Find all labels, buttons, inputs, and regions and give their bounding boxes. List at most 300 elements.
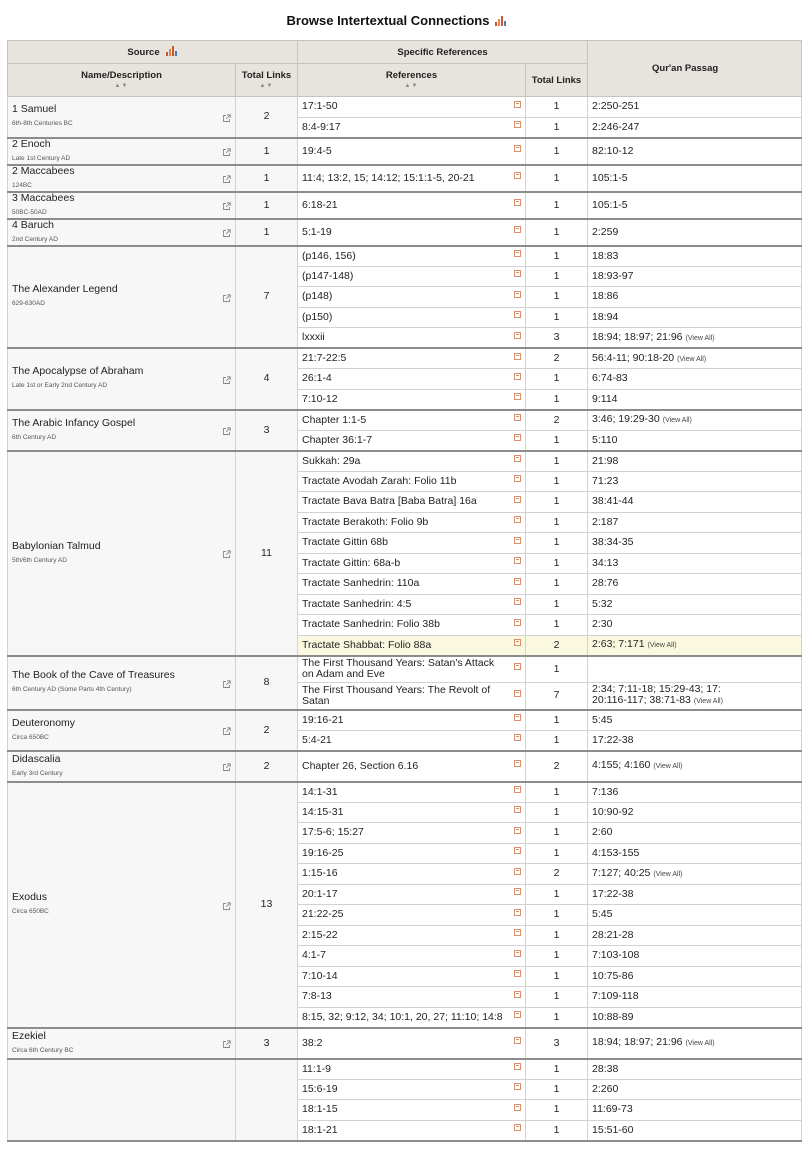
reference-detail-icon[interactable] [514,868,521,875]
reference-text[interactable]: 5:4-21 [302,733,332,746]
reference-detail-icon[interactable] [514,311,521,318]
quran-passage-text[interactable]: 5:32 [592,597,613,610]
reference-text[interactable]: 38:2 [302,1036,323,1049]
reference-detail-icon[interactable] [514,734,521,741]
quran-passage-cell [588,966,802,987]
source-description: Circa 650BC [12,908,49,915]
reference-text[interactable]: 11:1-9 [302,1062,331,1075]
view-all-link[interactable]: (View All) [693,698,723,706]
source-total-links: 3 [236,1028,298,1059]
view-all-link[interactable]: (View All) [685,334,715,342]
reference-text[interactable]: Tractate Avodah Zarah: Folio 11b [302,474,457,487]
reference-text[interactable]: (p148) [302,290,333,303]
reference-cell [298,533,526,554]
reference-total-links: 1 [526,615,588,636]
reference-detail-icon[interactable] [514,101,521,108]
reference-cell [298,389,526,410]
reference-detail-icon[interactable] [514,619,521,626]
reference-text[interactable]: Sukkah: 29a [302,454,361,467]
quran-passage-cell [588,410,802,431]
quran-passage-text[interactable]: 17:22-38 [592,733,634,746]
source-description: 629-630AD [12,300,45,308]
quran-passage-text[interactable]: 28:76 [592,577,619,590]
reference-total-links: 1 [526,1079,588,1100]
reference-cell [298,117,526,138]
quran-passage-text[interactable]: 4:155; 4:160 [592,759,651,771]
reference-detail-icon[interactable] [514,455,521,462]
quran-passage-cell [588,925,802,946]
reference-text[interactable]: 17:1-50 [302,100,338,113]
quran-passage-text[interactable]: 2:250-251 [592,100,640,113]
reference-text[interactable]: (p146, 156) [302,249,356,262]
reference-detail-icon[interactable] [514,827,521,834]
quran-passage-text[interactable]: 10:75-86 [592,969,634,982]
source-name[interactable]: 1 Samuel [12,103,57,116]
specific-references-header: Specific References [298,41,588,64]
view-all-link[interactable]: (View All) [647,642,677,649]
view-all-link[interactable]: (View All) [653,870,683,878]
quran-passage-text[interactable]: 105:1-5 [592,198,628,211]
reference-text[interactable]: Chapter 26, Section 6.16 [302,759,419,772]
quran-passage-text[interactable]: 18:94 [592,310,619,323]
reference-detail-icon[interactable] [514,332,521,339]
reference-detail-icon[interactable] [514,557,521,564]
reference-detail-icon[interactable] [514,270,521,277]
table-row [8,751,802,782]
quran-passage-cell [588,287,802,308]
total-links-header[interactable]: Total Links ▲▼ [236,64,298,97]
references-header[interactable]: References ▲▼ [298,64,526,97]
table-row [8,410,802,431]
quran-passage-cell [588,843,802,864]
reference-detail-icon[interactable] [514,950,521,957]
quran-passage-text[interactable]: 11:69-73 [592,1103,633,1116]
reference-text[interactable]: Tractate Sanhedrin: Folio 38b [302,618,440,631]
reference-detail-icon[interactable] [514,847,521,854]
name-description-header[interactable]: Name/Description ▲▼ [8,64,236,97]
reference-text[interactable]: 26:1-4 [302,372,332,385]
reference-text[interactable]: 17:5-6; 15:27 [302,826,364,839]
quran-passage-text[interactable]: 2:34; 7:11-18; 15:29-43; 17: [592,683,721,696]
reference-text[interactable]: The First Thousand Years: The Revolt of Satan [302,683,491,707]
reference-text[interactable]: The First Thousand Years: Satan's Attack on Adam and Eve [302,657,495,681]
reference-text[interactable]: Chapter 1:1-5 [302,413,367,426]
source-cell [8,710,236,751]
external-link-icon[interactable] [222,148,231,157]
reference-text[interactable]: Tractate Gittin: 68a-b [302,556,401,569]
reference-detail-icon[interactable] [514,434,521,441]
reference-total-links: 1 [526,553,588,574]
table-row [8,348,802,369]
external-link-icon[interactable] [222,175,231,184]
table-row [8,710,802,731]
reference-cell [298,246,526,267]
source-total-links [236,1059,298,1141]
source-total-links: 4 [236,348,298,410]
quran-passage-text[interactable]: 2:259 [592,225,619,238]
reference-detail-icon[interactable] [514,496,521,503]
reference-text[interactable]: Tractate Sanhedrin: 4:5 [302,597,412,610]
table-row [8,1059,802,1080]
quran-passage-text[interactable]: 56:4-11; 90:18-20 [592,351,675,364]
source-description: Circa 650BC [12,733,49,741]
quran-passage-cell [588,430,802,451]
reference-total-links: 1 [526,1059,588,1080]
source-name[interactable]: 3 Maccabees [12,191,75,204]
reference-text[interactable]: Tractate Shabbat: Folio 88a [302,638,432,651]
reference-detail-icon[interactable] [514,991,521,998]
reference-text[interactable]: Chapter 36:1-7 [302,433,373,446]
page-title: Browse Intertextual Connections [0,13,794,28]
quran-passage-text[interactable]: 18:94; 18:97; 21:96 [592,330,683,343]
reference-text[interactable]: 7:8-13 [302,990,332,1003]
reference-text[interactable]: 11:4; 13:2, 15; 14:12; 15:1:1-5, 20-21 [302,171,475,184]
reference-text[interactable]: 21:7-22:5 [302,352,347,364]
reference-cell [298,219,526,246]
reference-detail-icon[interactable] [514,353,521,360]
reference-cell [298,802,526,823]
reference-text[interactable]: 18:1-21 [302,1123,338,1136]
reference-text[interactable]: 4:1-7 [302,949,326,962]
quran-passage-text[interactable]: 5:45 [592,713,613,726]
reference-cell [298,905,526,926]
reference-cell [298,782,526,803]
reference-detail-icon[interactable] [514,199,521,206]
reference-detail-icon[interactable] [514,714,521,721]
reference-cell [298,307,526,328]
reference-text[interactable]: 19:16-25 [302,846,344,859]
reference-cell [298,1079,526,1100]
reference-cell [298,430,526,451]
quran-passage-text[interactable]: 2:260 [592,1082,619,1095]
reference-detail-icon[interactable] [514,929,521,936]
sort-arrows-icon[interactable]: ▲▼ [404,83,419,89]
quran-passage-cell [588,823,802,844]
reference-text[interactable]: Tractate Sanhedrin: 110a [302,577,420,590]
reference-text[interactable]: 20:1-17 [302,887,338,900]
reference-text[interactable]: Tractate Bava Batra [Baba Batra] 16a [302,495,477,508]
view-all-link[interactable]: (View All) [677,355,707,363]
reference-total-links: 1 [526,656,588,683]
source-group [8,192,802,219]
bar-chart-icon[interactable] [495,16,507,26]
reference-detail-icon[interactable] [514,598,521,605]
table-row [8,219,802,246]
table-row [8,138,802,165]
quran-passage-cell [588,1079,802,1100]
reference-detail-icon[interactable] [514,516,521,523]
reference-detail-icon[interactable] [514,1104,521,1111]
quran-passage-text[interactable]: 5:110 [592,433,618,446]
reference-text[interactable]: 8:4-9:17 [302,120,341,133]
reference-text[interactable]: 14:15-31 [302,805,344,818]
reference-detail-icon[interactable] [514,909,521,916]
quran-passage-text[interactable]: 4:153-155 [592,846,640,859]
source-header: Source [8,41,298,64]
external-link-icon[interactable] [222,550,231,559]
quran-passage-text[interactable]: 38:34-35 [592,536,634,549]
quran-passage-text[interactable]: 2:187 [592,515,619,528]
external-link-icon[interactable] [222,114,231,123]
reference-total-links: 1 [526,165,588,192]
quran-passage-cell [588,1059,802,1080]
reference-total-links: 1 [526,1120,588,1141]
quran-passage-text[interactable]: 9:114 [592,392,618,405]
quran-passage-cell [588,987,802,1008]
reference-total-links: 2 [526,348,588,369]
bar-chart-icon[interactable] [166,46,178,56]
reference-detail-icon[interactable] [514,888,521,895]
external-link-icon[interactable] [222,727,231,736]
table-row [8,165,802,192]
reference-detail-icon[interactable] [514,1037,521,1044]
quran-passage-cell [588,864,802,885]
reference-total-links: 1 [526,117,588,138]
quran-passage-text[interactable]: 7:136 [592,785,619,798]
external-link-icon[interactable] [222,202,231,211]
reference-text[interactable]: (p150) [302,310,333,323]
quran-passage-text[interactable]: 82:10-12 [592,144,634,157]
reference-detail-icon[interactable] [514,690,521,697]
view-all-link[interactable]: (View All) [653,763,683,770]
quran-passage-text[interactable]: 18:93-97 [592,269,634,282]
reference-detail-icon[interactable] [514,806,521,813]
source-cell [8,165,236,192]
quran-passage-cell [588,574,802,595]
reference-detail-icon[interactable] [514,1063,521,1070]
source-group [8,1059,802,1141]
reference-text[interactable]: 2:15-22 [302,928,338,941]
table-row [8,97,802,118]
source-description: Late 1st Century AD [12,154,71,162]
source-total-links: 2 [236,97,298,138]
reference-detail-icon[interactable] [514,760,521,767]
reference-cell [298,328,526,349]
quran-passage-cell [588,117,802,138]
view-all-link[interactable]: (View All) [662,417,692,424]
quran-passage-text[interactable]: 17:22-38 [592,887,634,900]
reference-cell [298,97,526,118]
source-description: 5th/6th Century AD [12,556,67,564]
reference-detail-icon[interactable] [514,663,521,670]
reference-detail-icon[interactable] [514,145,521,152]
reference-total-links: 1 [526,594,588,615]
source-name[interactable]: The Alexander Legend [12,283,118,296]
reference-detail-icon[interactable] [514,373,521,380]
source-cell [8,451,236,656]
quran-passage-text[interactable]: 15:51-60 [592,1123,634,1136]
reference-cell [298,1007,526,1028]
source-description: 2nd Century AD [12,235,58,243]
table-row [8,656,802,683]
source-name[interactable]: The Arabic Infancy Gospel [12,416,136,429]
reference-total-links: 2 [526,410,588,431]
reference-cell [298,864,526,885]
external-link-icon[interactable] [222,763,231,772]
reference-text[interactable]: lxxxii [302,331,325,343]
quran-passage-text[interactable]: 10:88-89 [592,1010,634,1023]
reference-cell [298,1100,526,1121]
quran-passage-text[interactable]: 18:83 [592,249,619,262]
quran-passage-text[interactable]: 6:74-83 [592,372,628,385]
reference-cell [298,946,526,967]
reference-detail-icon[interactable] [514,172,521,179]
reference-cell [298,410,526,431]
reference-cell [298,369,526,390]
quran-passage-text[interactable]: 3:46; 19:29-30 [592,413,660,425]
reference-detail-icon[interactable] [514,786,521,793]
quran-passage-cell [588,905,802,926]
sort-arrows-icon[interactable]: ▲▼ [114,83,129,89]
reference-detail-icon[interactable] [514,537,521,544]
external-link-icon[interactable] [222,680,231,689]
quran-passage-text[interactable]: 21:98 [592,454,619,467]
quran-passage-text[interactable]: 34:13 [592,556,619,569]
quran-passage-text[interactable]: 2:60 [592,826,613,839]
quran-passage-cell [588,451,802,472]
quran-passage-text[interactable]: 28:38 [592,1062,619,1075]
reference-text[interactable]: Tractate Berakoth: Folio 9b [302,515,429,528]
reference-detail-icon[interactable] [514,1011,521,1018]
quran-passage-text[interactable]: 71:23 [592,474,619,487]
reference-text[interactable]: 19:16-21 [302,713,344,726]
reference-detail-icon[interactable] [514,970,521,977]
reference-detail-icon[interactable] [514,121,521,128]
reference-total-links: 1 [526,307,588,328]
external-link-icon[interactable] [222,1040,231,1049]
reference-detail-icon[interactable] [514,291,521,298]
quran-passage-cell [588,192,802,219]
quran-passage-text[interactable]: 2:246-247 [592,120,640,133]
reference-total-links: 2 [526,751,588,782]
quran-passage-text[interactable]: 5:45 [592,908,613,921]
quran-passage-cell [588,615,802,636]
reference-detail-icon[interactable] [514,226,521,233]
source-name[interactable]: 4 Baruch [12,218,55,231]
quran-passage-text[interactable]: 2:30 [592,618,613,631]
quran-passage-cell [588,1007,802,1028]
quran-passage-text[interactable]: 38:41-44 [592,495,634,508]
reference-text[interactable]: 15:6-19 [302,1082,338,1095]
reference-text[interactable]: 18:1-15 [302,1103,338,1116]
sort-arrows-icon[interactable]: ▲▼ [259,83,274,89]
quran-passage-text[interactable]: 7:109-118 [592,990,639,1003]
reference-total-links: 1 [526,782,588,803]
reference-total-links: 1 [526,512,588,533]
reference-text[interactable]: 7:10-12 [302,392,338,405]
reference-detail-icon[interactable] [514,393,521,400]
quran-passage-cell [588,389,802,410]
reference-cell [298,492,526,513]
reference-detail-icon[interactable] [514,578,521,585]
source-description: 124BC [12,181,32,189]
reference-text[interactable]: 5:1-19 [302,225,332,238]
source-description: Late 1st or Early 2nd Century AD [12,382,108,390]
source-total-links: 1 [236,219,298,246]
source-group [8,219,802,246]
reference-cell [298,512,526,533]
reference-total-links: 1 [526,823,588,844]
view-all-link[interactable]: (View All) [685,1040,715,1047]
source-description: 50BC-50AD [12,208,47,216]
source-name[interactable]: Babylonian Talmud [12,539,101,552]
quran-passage-text[interactable]: 28:21-28 [592,928,634,941]
quran-passage-text[interactable]: 18:94; 18:97; 21:96 [592,1036,683,1048]
source-name[interactable]: 2 Enoch [12,137,51,150]
source-name[interactable]: 2 Maccabees [12,164,75,177]
source-cell [8,219,236,246]
external-link-icon[interactable] [222,427,231,436]
reference-detail-icon[interactable] [514,639,521,646]
quran-passage-text[interactable]: 18:86 [592,290,619,303]
reference-detail-icon[interactable] [514,475,521,482]
quran-passage-cell [588,553,802,574]
quran-passage-text[interactable]: 105:1-5 [592,171,628,184]
reference-total-links: 1 [526,966,588,987]
quran-passage-cell [588,1100,802,1121]
source-name[interactable]: Deuteronomy [12,716,76,729]
source-name[interactable]: Exodus [12,891,48,903]
quran-passage-cell [588,802,802,823]
reference-total-links: 1 [526,1007,588,1028]
external-link-icon[interactable] [222,376,231,385]
quran-passage-cell [588,635,802,656]
source-total-links: 2 [236,710,298,751]
reference-total-links: 1 [526,884,588,905]
source-name[interactable]: The Book of the Cave of Treasures [12,669,175,681]
reference-text[interactable]: 8:15, 32; 9:12, 34; 10:1, 20, 27; 11:10; 14:8 [302,1010,503,1023]
source-total-links: 7 [236,246,298,349]
reference-text[interactable]: 7:10-14 [302,969,338,982]
reference-detail-icon[interactable] [514,414,521,421]
reference-cell [298,966,526,987]
reference-text[interactable]: 19:4-5 [302,144,332,157]
source-name[interactable]: Ezekiel [12,1029,46,1042]
reference-cell [298,471,526,492]
quran-passage-cell [588,165,802,192]
source-group [8,710,802,751]
reference-cell [298,1028,526,1059]
reference-total-links: 1 [526,533,588,554]
quran-passage-cell [588,656,802,683]
source-total-links: 1 [236,165,298,192]
quran-passage-text[interactable]: 2:63; 7:171 [592,638,645,650]
reference-total-links: 1 [526,369,588,390]
external-link-icon[interactable] [222,902,231,911]
quran-passage-text[interactable]: 10:90-92 [592,805,634,818]
quran-passage-cell [588,266,802,287]
quran-passage-text[interactable]: 7:103-108 [592,949,640,962]
reference-text[interactable]: 14:1-31 [302,785,338,798]
reference-cell [298,266,526,287]
external-link-icon[interactable] [222,294,231,303]
reference-text[interactable]: (p147-148) [302,269,354,282]
reference-text[interactable]: 21:22-25 [302,908,344,921]
reference-text[interactable]: 1:15-16 [302,867,338,880]
reference-cell [298,1059,526,1080]
source-name[interactable]: Didascalia [12,752,61,765]
reference-detail-icon[interactable] [514,1083,521,1090]
reference-text[interactable]: Tractate Gittin 68b [302,536,388,549]
reference-detail-icon[interactable] [514,1124,521,1131]
quran-passage-text[interactable]: 7:127; 40:25 [592,866,651,879]
reference-detail-icon[interactable] [514,250,521,257]
source-name[interactable]: The Apocalypse of Abraham [12,365,144,378]
quran-passage-text[interactable]: 20:116-117; 38:71-83 [592,694,691,707]
reference-text[interactable]: 6:18-21 [302,198,338,211]
quran-passage-cell [588,348,802,369]
external-link-icon[interactable] [222,229,231,238]
